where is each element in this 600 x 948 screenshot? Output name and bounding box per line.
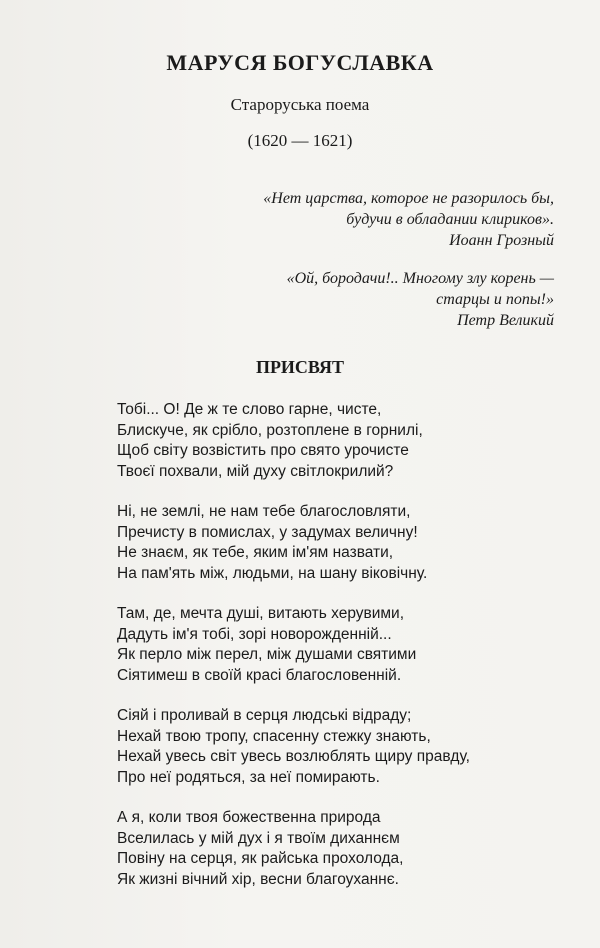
poem-line: На пам'ять між, людьми, на шану віковічну.	[117, 564, 428, 582]
poem-line: Повіну на серця, як райська прохолода,	[117, 850, 404, 867]
stanza-5	[117, 808, 557, 890]
poem-line: Твоєї похвали, мій духу світлокрилий?	[117, 462, 394, 480]
poem-line: Нехай твою тропу, спасенну стежку знають,	[117, 727, 431, 745]
poem-title: МАРУСЯ БОГУСЛАВКА	[166, 50, 434, 75]
epigraph-author: Иоанн Грозный	[449, 232, 554, 249]
stanza-3	[117, 604, 557, 686]
poem-line: Нехай увесь світ увесь возлюблять щиру правду,	[117, 748, 470, 765]
poem-line: Тобі... О! Де ж те слово гарне, чисте,	[117, 401, 382, 418]
poem-line: Там, де, мечта душі, витають херувими,	[117, 605, 405, 622]
poem-line: Пречисту в помислах, у задумах величну!	[117, 523, 418, 541]
poem-years: (1620 — 1621)	[247, 131, 353, 150]
epigraph-line: будучи в обладании клириков».	[346, 211, 554, 228]
poem-line: Ні, не землі, не нам тебе благословляти,	[117, 503, 411, 520]
poem-line: Про неї родяться, за неї помирають.	[117, 768, 380, 786]
poem-line: А я, коли твоя божественна природа	[117, 809, 381, 826]
dedication-poem	[117, 400, 557, 910]
epigraph-1	[263, 188, 554, 251]
poem-subtitle: Староруська поема	[230, 95, 370, 114]
poem-line: Як жизні вічний хір, весни благоуханнє.	[117, 870, 399, 888]
poem-line: Вселилась у мій дух і я твоїм диханнєм	[117, 829, 400, 847]
epigraph-2	[287, 268, 554, 331]
poem-line: Не знаєм, як тебе, яким ім'ям назвати,	[117, 544, 394, 561]
epigraph-line: старцы и попы!»	[436, 291, 554, 308]
poem-line: Щоб світу возвістить про свято урочисте	[117, 442, 409, 459]
poem-line: Дадуть ім'я тобі, зорі новорожденній...	[117, 625, 392, 643]
epigraph-line: «Ой, бородачи!.. Многому злу корень —	[286, 270, 554, 287]
poem-line: Сіятимеш в своїй красі благословенній.	[117, 666, 402, 684]
stanza-1	[117, 400, 557, 482]
poem-line: Сіяй і проливай в серця людські відраду;	[117, 707, 412, 724]
epigraph-author: Петр Великий	[457, 312, 554, 329]
epigraph-line: «Нет царства, которое не разорилось бы,	[263, 190, 554, 207]
poem-line: Як перло між перел, між душами святими	[117, 646, 417, 663]
stanza-2	[117, 502, 557, 584]
stanza-4	[117, 706, 557, 788]
dedication-heading: ПРИСВЯТ	[255, 357, 345, 377]
poem-line: Блискуче, як срібло, розтоплене в горнилі,	[117, 421, 423, 439]
